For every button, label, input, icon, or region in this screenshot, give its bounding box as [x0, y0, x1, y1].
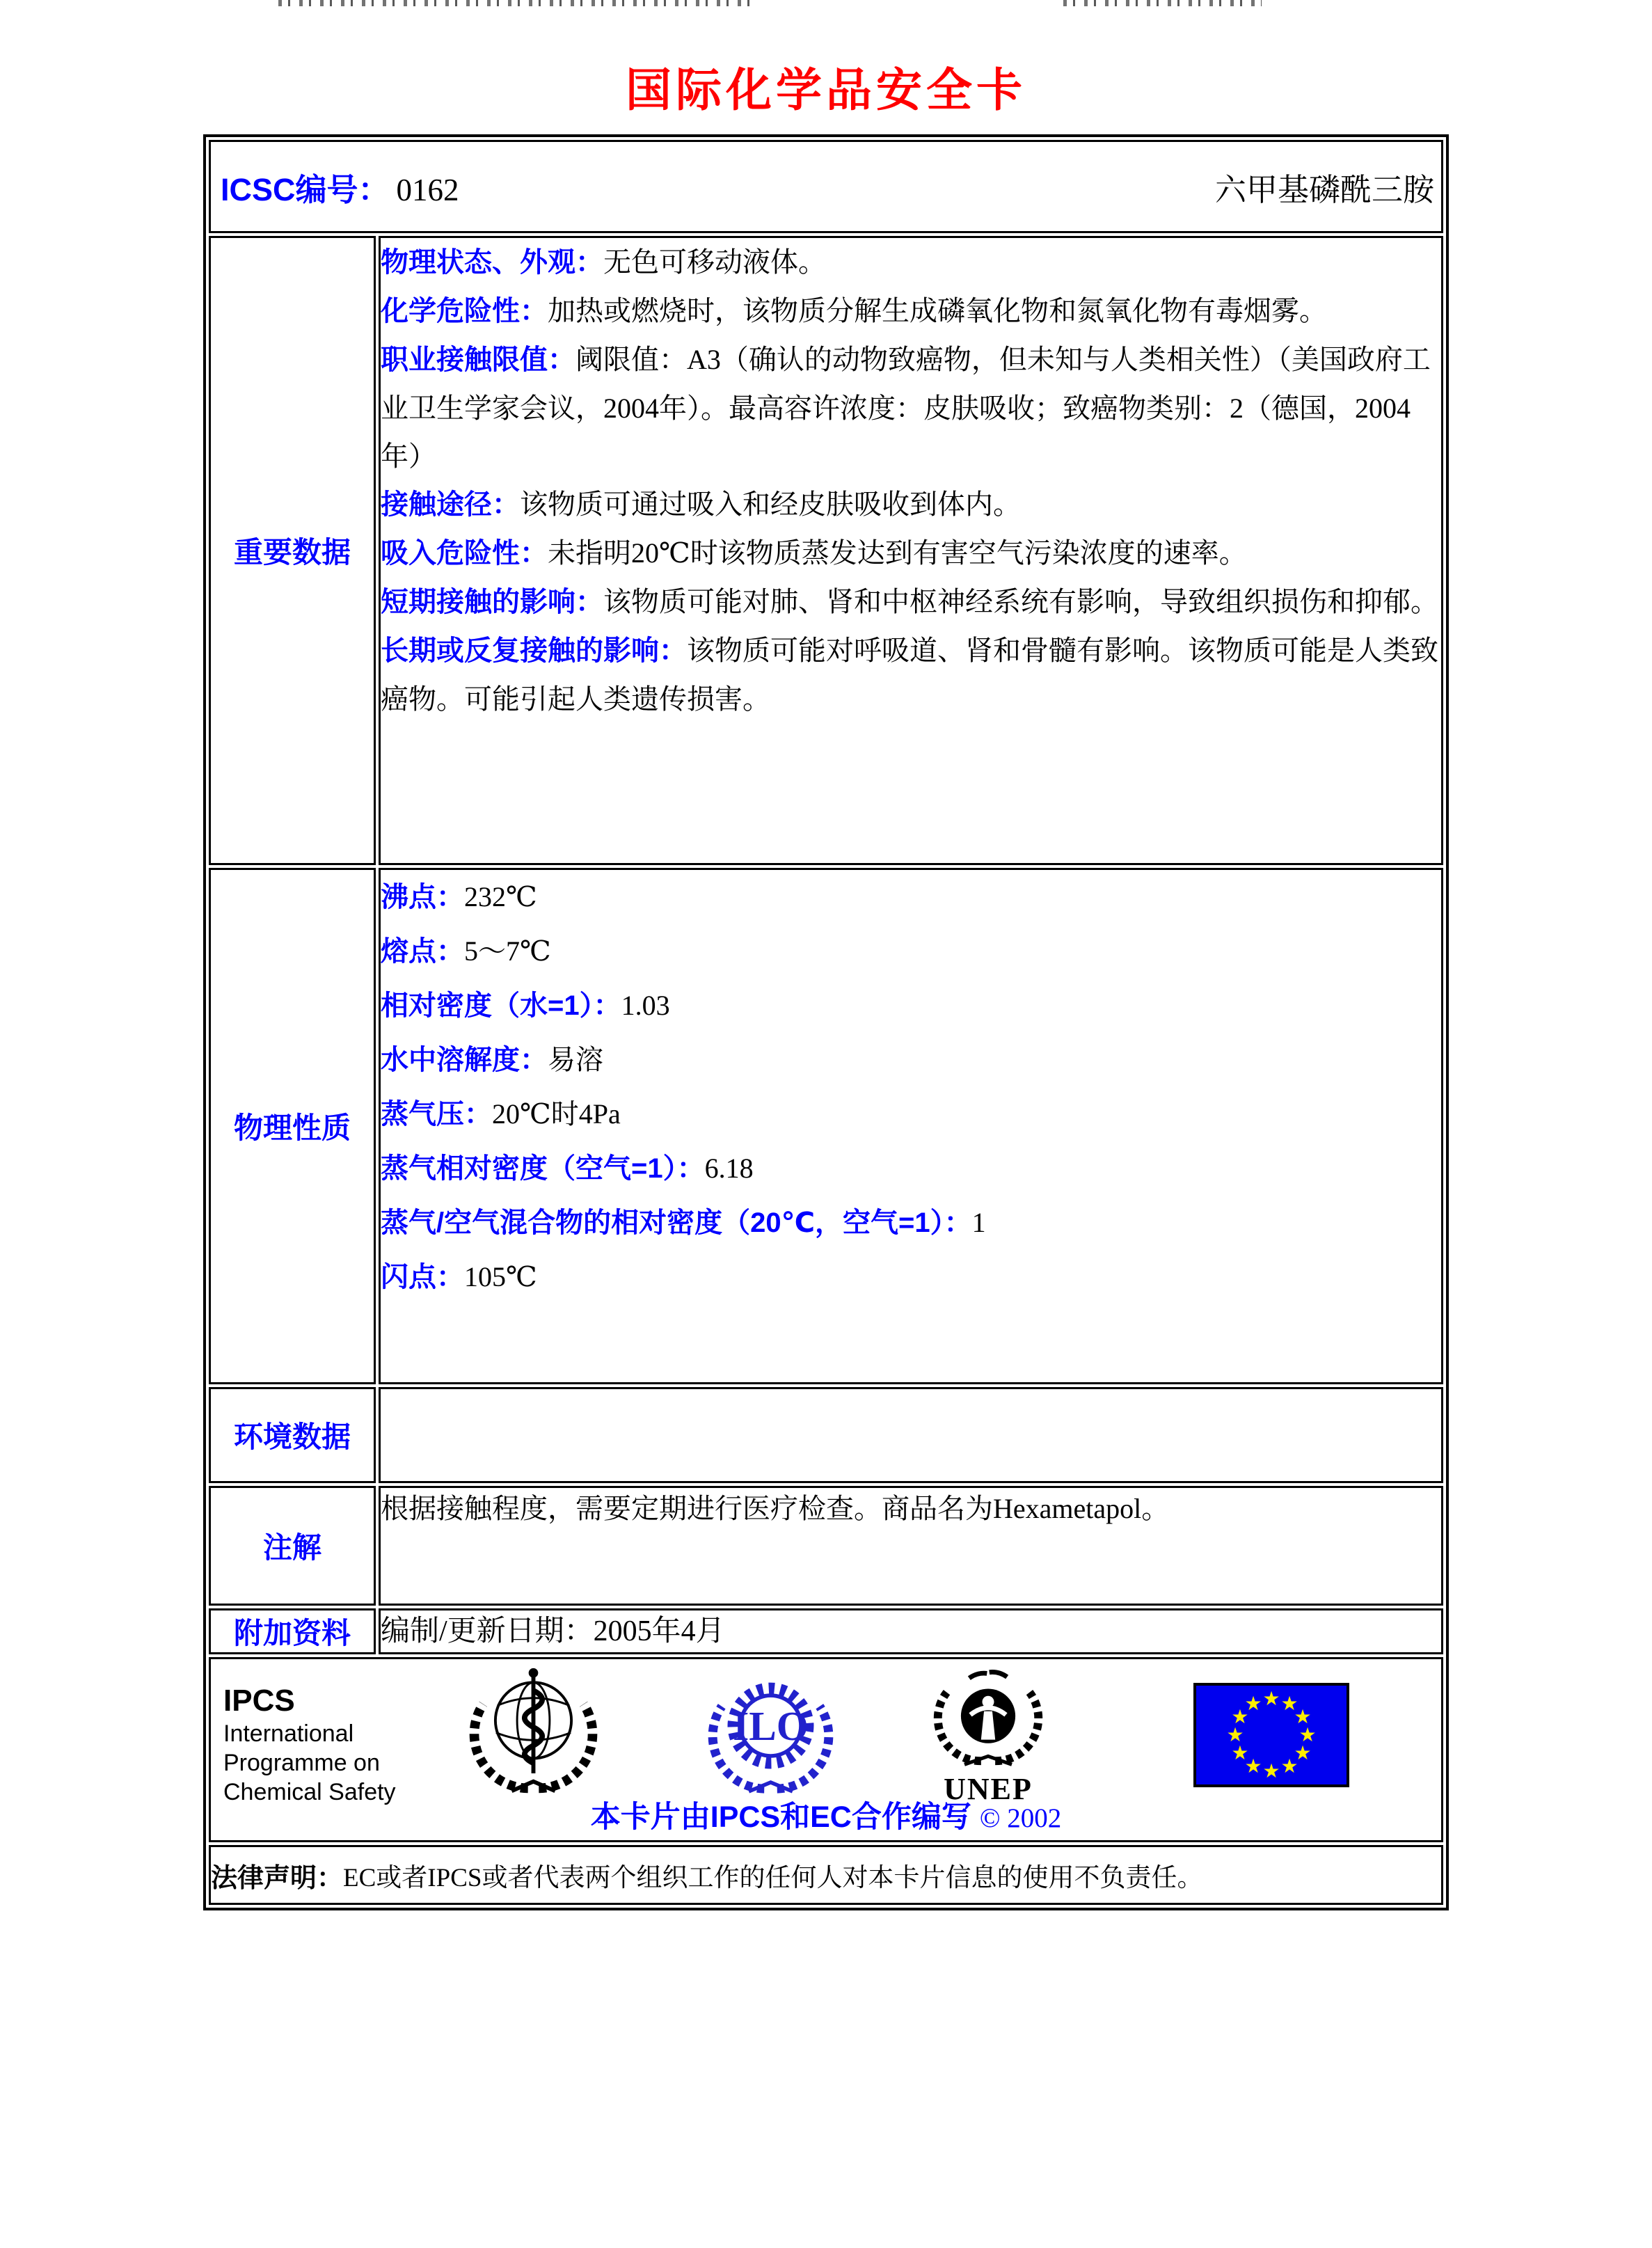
data-item — [381, 1087, 1441, 1141]
eu-star-icon: ★ — [1262, 1759, 1280, 1782]
item-label: 熔点： — [381, 936, 464, 967]
unep-caption: UNEP — [944, 1772, 1033, 1806]
data-item — [381, 335, 1441, 480]
data-item — [381, 979, 1441, 1033]
item-label: 蒸气/空气混合物的相对密度（20℃，空气=1）： — [381, 1208, 972, 1238]
table-row-header — [209, 140, 1443, 233]
item-text: 105℃ — [464, 1261, 537, 1292]
table-row-important-data — [209, 236, 1443, 865]
item-text: 232℃ — [464, 881, 537, 912]
item-text: 20℃时4Pa — [492, 1098, 621, 1130]
icsc-number-value: 0162 — [396, 172, 459, 207]
item-text: 1 — [971, 1207, 986, 1238]
eu-star-icon: ★ — [1280, 1755, 1298, 1778]
data-item — [381, 924, 1441, 979]
safety-card-table — [203, 134, 1449, 1910]
eu-star-icon: ★ — [1244, 1691, 1262, 1715]
eu-star-icon: ★ — [1231, 1741, 1249, 1764]
footer-caption — [211, 1794, 1441, 1836]
item-text: 加热或燃烧时，该物质分解生成磷氧化物和氮氧化物有毒烟雾。 — [548, 295, 1327, 326]
data-item — [381, 1250, 1441, 1304]
item-label: 短期接触的影响： — [381, 587, 603, 617]
table-row-logos — [209, 1657, 1443, 1842]
item-label: 职业接触限值： — [381, 345, 575, 375]
unep-logo-block — [929, 1666, 1047, 1805]
item-text: 无色可移动液体。 — [603, 246, 826, 278]
data-item — [381, 1141, 1441, 1196]
svg-text:ILO: ILO — [733, 1702, 809, 1749]
item-label: 吸入危险性： — [381, 538, 548, 569]
eu-star-icon: ★ — [1226, 1723, 1244, 1746]
data-item — [381, 578, 1441, 626]
item-text: 阈限值：A3（确认的动物致癌物，但未知与人类相关性）（美国政府工业卫生学家会议，2004年）。最高容许浓度：皮肤吸收；致癌物类别：2（德国，2004年） — [381, 344, 1431, 472]
ipcs-line: International — [223, 1720, 354, 1747]
item-label: 沸点： — [381, 882, 464, 912]
ipcs-acronym: IPCS — [223, 1684, 295, 1718]
data-item — [381, 626, 1441, 723]
who-logo-icon — [466, 1665, 601, 1800]
notes-content: 根据接触程度，需要定期进行医疗检查。商品名为Hexametapol。 — [379, 1486, 1443, 1606]
chemical-name: 六甲基磷酰三胺 — [1214, 172, 1434, 207]
eu-star-icon: ★ — [1231, 1705, 1249, 1728]
ipcs-text-block — [223, 1683, 396, 1807]
eu-star-icon: ★ — [1244, 1755, 1262, 1778]
data-item — [381, 1196, 1441, 1250]
unep-logo-icon — [929, 1666, 1047, 1771]
page-title: 国际化学品安全卡 — [626, 64, 1026, 116]
ilo-logo-icon — [706, 1670, 835, 1799]
item-text: 该物质可能对呼吸道、肾和骨髓有影响。该物质可能是人类致癌物。可能引起人类遗传损害。 — [381, 635, 1438, 715]
environmental-data-content — [379, 1387, 1443, 1483]
icsc-number-label: ICSC编号： — [221, 171, 390, 207]
eu-star-icon: ★ — [1280, 1691, 1298, 1715]
eu-star-icon: ★ — [1294, 1741, 1312, 1764]
ipcs-line: Chemical Safety — [223, 1779, 396, 1805]
data-item — [381, 1033, 1441, 1087]
physical-properties-content — [379, 868, 1443, 1384]
table-row-physical-properties — [209, 868, 1443, 1384]
eu-star-icon: ★ — [1298, 1723, 1317, 1746]
caption-copyright: © 2002 — [979, 1803, 1062, 1833]
row-label-important-data: 重要数据 — [209, 236, 376, 865]
caption-text: 本卡片由IPCS和EC合作编写 — [590, 1800, 971, 1834]
row-label-additional-info: 附加资料 — [209, 1608, 376, 1654]
item-label: 物理状态、外观： — [381, 247, 603, 278]
row-label-physical-properties: 物理性质 — [209, 868, 376, 1384]
item-text: 5～7℃ — [464, 935, 551, 967]
table-row-additional-info — [209, 1608, 1443, 1654]
item-label: 水中溶解度： — [381, 1045, 548, 1075]
important-data-content — [379, 236, 1443, 865]
table-row-environmental-data — [209, 1387, 1443, 1483]
item-text: 未指明20℃时该物质蒸发达到有害空气污染浓度的速率。 — [548, 537, 1247, 569]
item-text: 1.03 — [621, 990, 670, 1021]
eu-flag-icon — [1193, 1683, 1349, 1787]
clipped-text-fragment — [278, 0, 759, 6]
eu-star-icon: ★ — [1294, 1705, 1312, 1728]
item-label: 相对密度（水=1）： — [381, 990, 621, 1021]
item-text: 6.18 — [704, 1153, 754, 1184]
item-text: 易溶 — [548, 1044, 603, 1075]
data-item — [381, 238, 1441, 287]
table-row-legal — [209, 1845, 1443, 1905]
data-item — [381, 529, 1441, 578]
item-label: 蒸气相对密度（空气=1）： — [381, 1153, 705, 1184]
row-label-environmental-data: 环境数据 — [209, 1387, 376, 1483]
legal-label: 法律声明： — [211, 1863, 344, 1893]
row-label-notes: 注解 — [209, 1486, 376, 1606]
data-item — [381, 287, 1441, 335]
eu-star-icon: ★ — [1262, 1687, 1280, 1710]
item-label: 闪点： — [381, 1262, 464, 1292]
additional-info-content: 编制/更新日期：2005年4月 — [379, 1608, 1443, 1654]
data-item — [381, 870, 1441, 924]
item-text: 该物质可能对肺、肾和中枢神经系统有影响，导致组织损伤和抑郁。 — [603, 586, 1438, 617]
table-row-notes — [209, 1486, 1443, 1606]
item-label: 蒸气压： — [381, 1099, 492, 1130]
legal-text: EC或者IPCS或者代表两个组织工作的任何人对本卡片信息的使用不负责任。 — [343, 1864, 1203, 1892]
item-label: 接触途径： — [381, 489, 520, 520]
data-item — [381, 480, 1441, 529]
ipcs-line: Programme on — [223, 1750, 380, 1776]
item-label: 化学危险性： — [381, 296, 548, 326]
item-label: 长期或反复接触的影响： — [381, 635, 687, 666]
clipped-text-fragment — [1063, 0, 1262, 6]
item-text: 该物质可通过吸入和经皮肤吸收到体内。 — [520, 489, 1021, 520]
